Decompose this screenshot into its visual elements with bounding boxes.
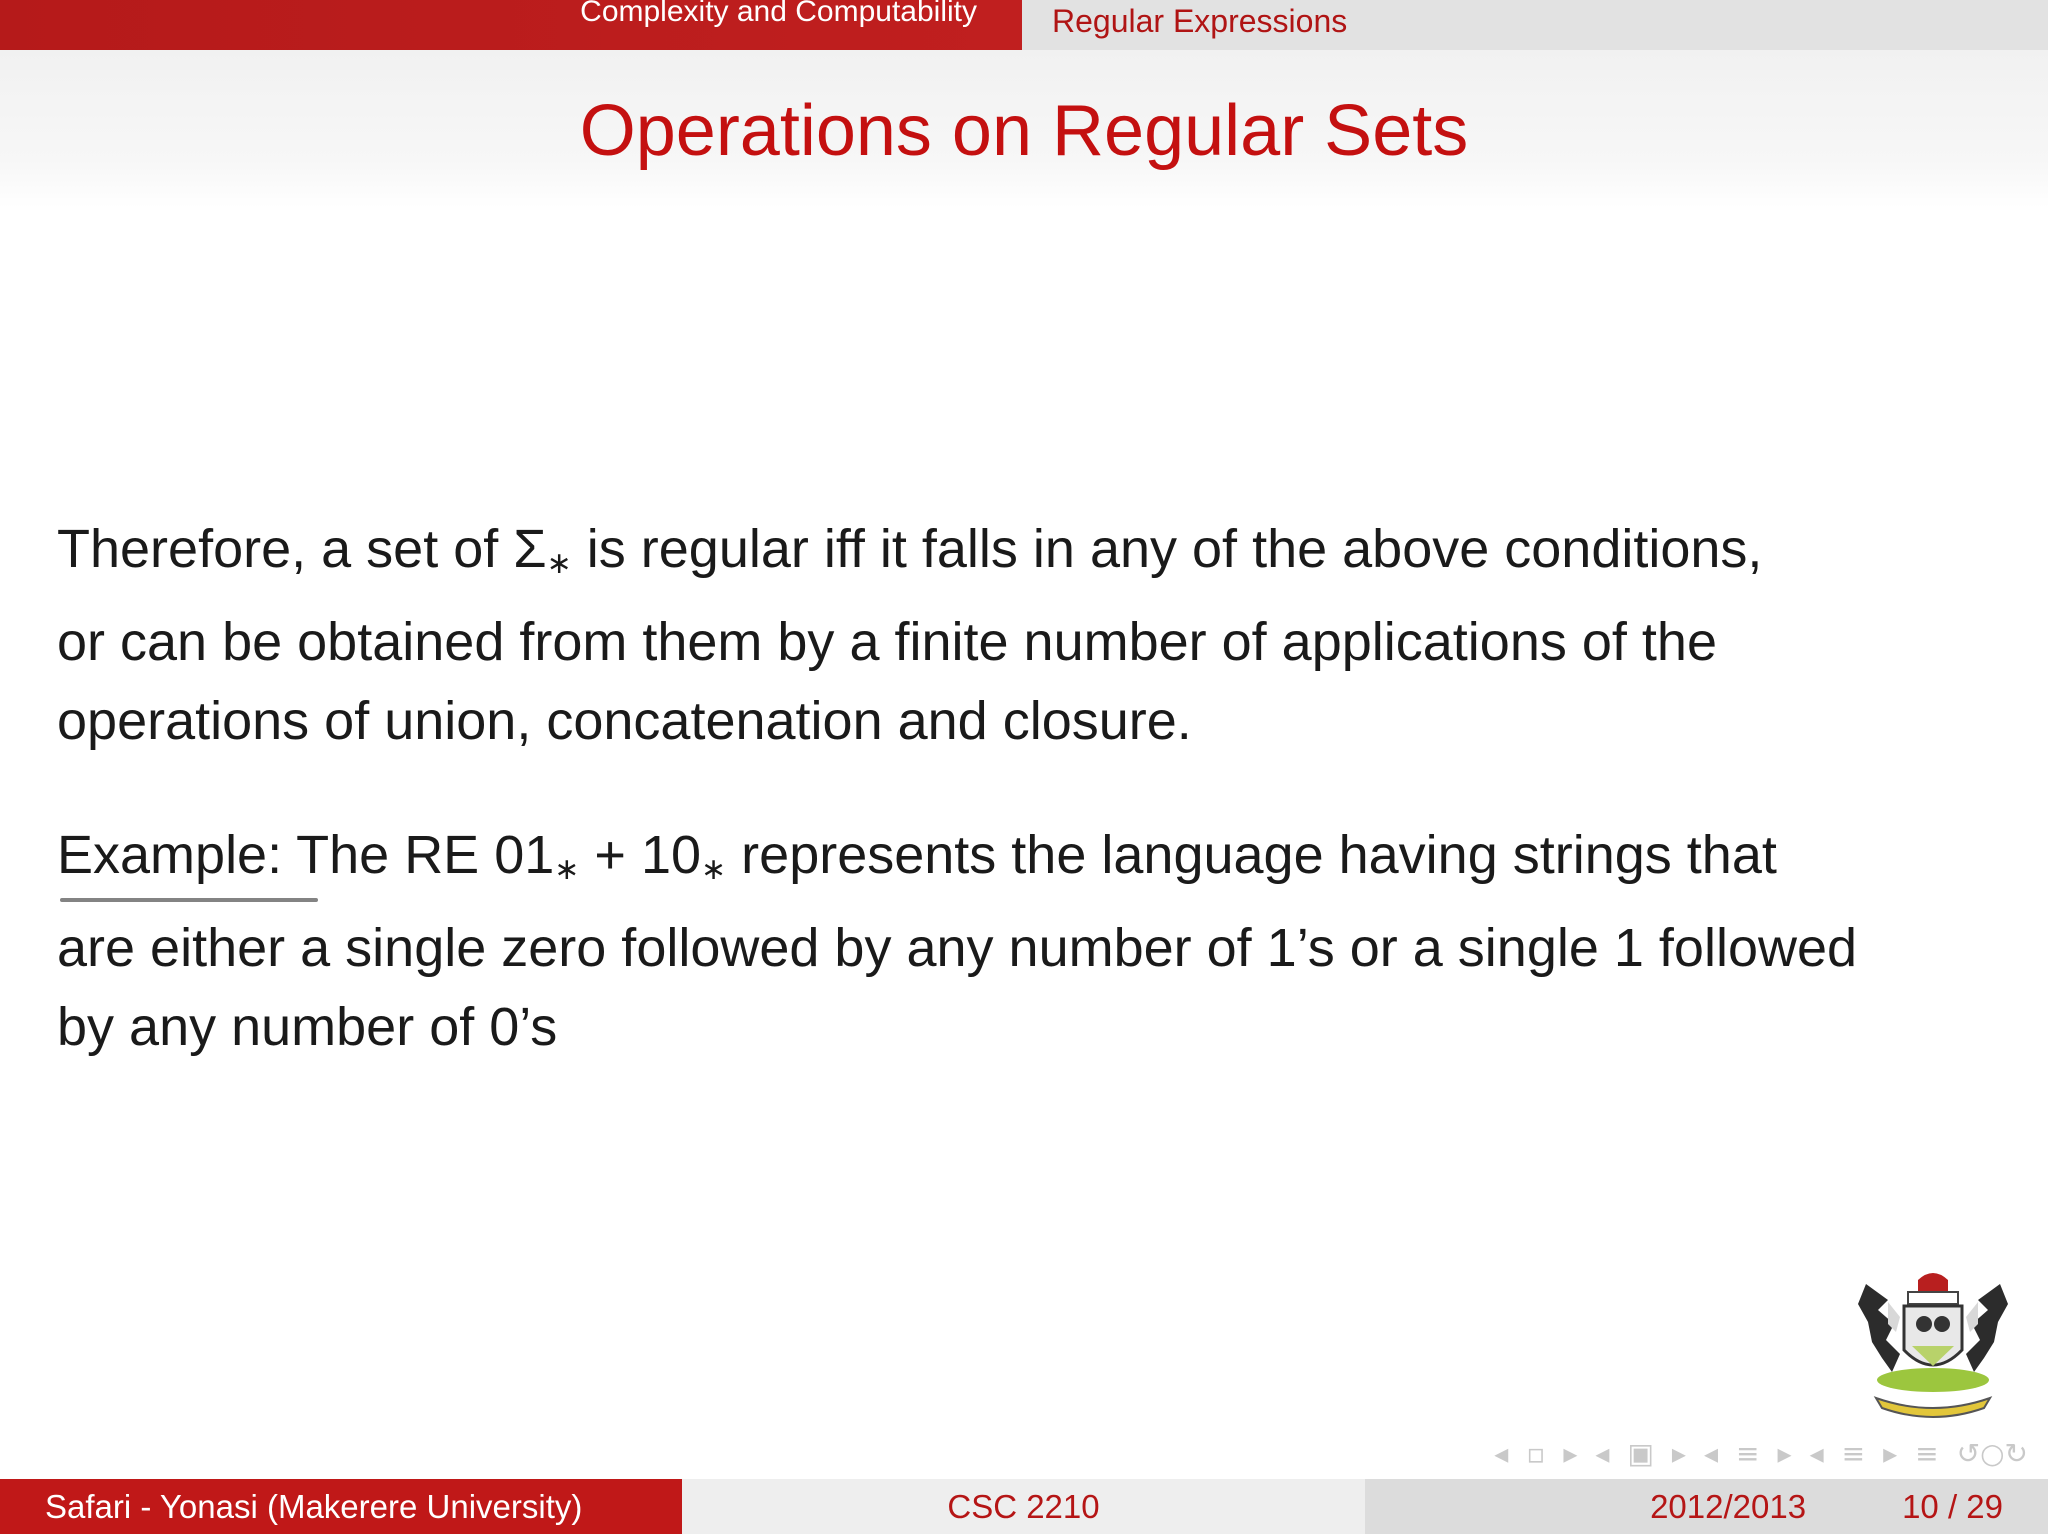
footer-bar (0, 1479, 2048, 1534)
p2-text-b: + 10 (579, 825, 702, 885)
nav-doc-icon[interactable]: ≡ (1841, 1436, 1866, 1470)
p1-line-2: or can be obtained from them by a finite number of applications of the (57, 612, 1717, 672)
nav-left-arrow-icon[interactable]: ◂ (1595, 1436, 1610, 1470)
nav-right-arrow-icon[interactable]: ▸ (1563, 1436, 1578, 1470)
footer-page-number: 10 / 29 (1902, 1488, 2003, 1525)
slide-title: Operations on Regular Sets (579, 91, 1469, 171)
p2-line-2: are either a single zero followed by any number of 1’s or a single 1 followed (57, 918, 1858, 978)
nav-left-arrow-icon[interactable]: ◂ (1494, 1436, 1509, 1470)
nav-section-icon[interactable]: ≡ (1736, 1436, 1760, 1470)
beamer-navigation (1308, 1428, 2028, 1478)
nav-left-arrow-icon[interactable]: ◂ (1809, 1436, 1824, 1470)
kleene-star: ∗ (546, 547, 572, 580)
annotation-underline (60, 898, 318, 902)
footer-author: Safari - Yonasi (Makerere University) (0, 1479, 682, 1534)
example-label: Example: (57, 825, 283, 885)
p1-text-b: is regular iff it falls in any of the above conditions, (571, 519, 1763, 579)
nav-right-arrow-icon[interactable]: ▸ (1777, 1436, 1792, 1470)
p2-text-c: represents the language having strings that (726, 825, 1777, 885)
nav-align-icon[interactable]: ≡ (1915, 1436, 1939, 1470)
paragraph-example (57, 816, 1997, 1067)
nav-subsection-icon[interactable]: ▣ (1627, 1436, 1654, 1470)
kleene-star: ∗ (554, 853, 580, 886)
header-presentation-title[interactable]: Complexity and Computability (0, 0, 1022, 50)
nav-right-arrow-icon[interactable]: ▸ (1883, 1436, 1898, 1470)
nav-left-arrow-icon[interactable]: ◂ (1703, 1436, 1719, 1470)
header-bar (0, 0, 2048, 50)
p1-line-3: operations of union, concatenation and closure. (57, 691, 1192, 751)
kleene-star: ∗ (701, 853, 727, 886)
nav-right-arrow-icon[interactable]: ▸ (1671, 1436, 1686, 1470)
footer-year: 2012/2013 (1650, 1488, 1807, 1525)
footer-right (1365, 1479, 2048, 1534)
p2-line-3: by any number of 0’s (57, 997, 558, 1057)
university-crest-logo (1848, 1262, 2018, 1432)
paragraph-therefore (57, 510, 1997, 761)
footer-course: CSC 2210 (682, 1479, 1365, 1534)
p2-text-a: The RE 01 (282, 825, 555, 885)
nav-frame-icon[interactable]: ▫ (1526, 1436, 1546, 1470)
p1-text-a: Therefore, a set of Σ (57, 519, 547, 579)
nav-search-icon[interactable]: ↺○↻ (1956, 1436, 2028, 1470)
header-section-title[interactable]: Regular Expressions (1022, 0, 2048, 50)
